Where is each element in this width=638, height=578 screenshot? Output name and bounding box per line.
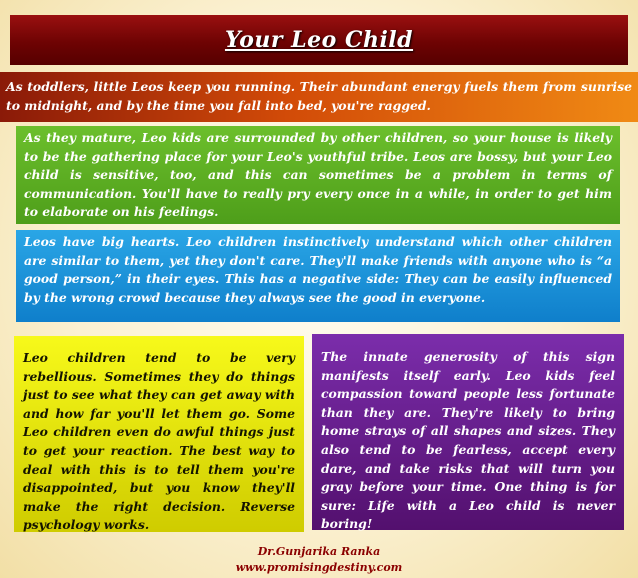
title-banner xyxy=(10,15,628,65)
mature-paragraph: As they mature, Leo kids are surrounded by other children, so your house is likely to be the gathering place for your Leo's youthful tribe. Leos are bossy, but your Leo child is sensitive, too, and this can sometimes be a problem in terms of communication. You'll have to really pry every once in a while, in order to get him to elaborate on his feelings. xyxy=(16,126,620,224)
author-name: Dr.Gunjarika Ranka xyxy=(257,545,381,558)
big-hearts-paragraph: Leos have big hearts. Leo children instinctively understand which other children are similar to them, yet they don't care. They'll make friends with anyone who is “a good person,” in their eyes. This has a negative side: They can be easily influenced by the wrong crowd because they always see the good in everyone. xyxy=(16,230,620,322)
website-link[interactable]: www.promisingdestiny.com xyxy=(235,561,403,574)
page-title: Your Leo Child xyxy=(224,27,414,53)
toddlers-paragraph: As toddlers, little Leos keep you running. Their abundant energy fuels them from sunrise to midnight, and by the time you fall into bed, you're ragged. xyxy=(0,72,638,122)
rebellious-paragraph: Leo children tend to be very rebellious. Sometimes they do things just to see what they can get away with and how far you'll let them go. Some Leo children even do awful things just to get your reaction. The best way to deal with this is to tell them you're disappointed, but you know they'll make the right decision. Reverse psychology works. xyxy=(14,336,304,532)
generosity-paragraph: The innate generosity of this sign manifests itself early. Leo kids feel compassion toward people less fortunate than they are. They're likely to bring home strays of all shapes and sizes. They also tend to be fearless, accept every dare, and take risks that will turn you gray before your time. One thing is for sure: Life with a Leo child is never boring! xyxy=(312,334,624,530)
footer xyxy=(0,544,638,576)
